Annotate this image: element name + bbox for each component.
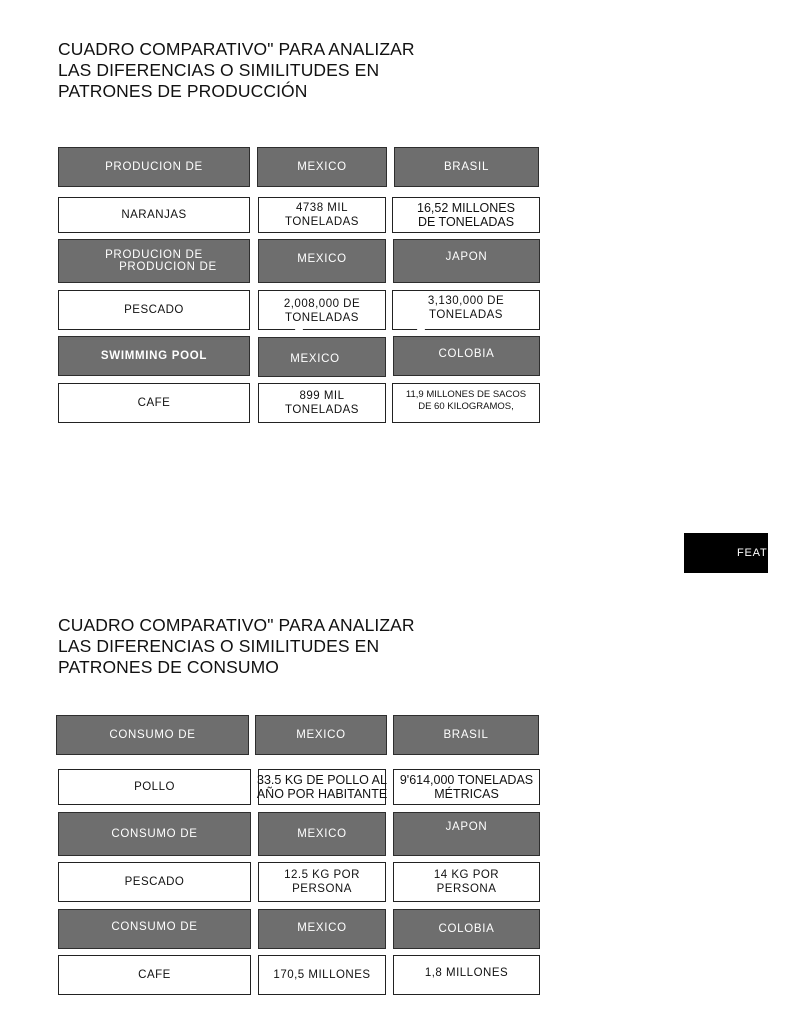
table-section-cell: PRODUCION DE PRODUCION DE — [58, 239, 250, 283]
table-section-cell: SWIMMING POOL — [58, 336, 250, 376]
table-cell: 33.5 KG DE POLLO AL AÑO POR HABITANTE — [258, 769, 386, 805]
table-cell-label: CAFE — [58, 383, 250, 423]
table-cell: 16,52 MILLONES DE TONELADAS — [392, 197, 540, 233]
table-section-cell: MEXICO — [258, 337, 386, 377]
table-cell-label: PESCADO — [58, 290, 250, 330]
artifact-blob — [417, 326, 425, 335]
table-header-cell: BRASIL — [393, 715, 539, 755]
table-header-cell: MEXICO — [255, 715, 387, 755]
heading-line: LAS DIFERENCIAS O SIMILITUDES EN — [58, 60, 380, 80]
artifact-blob — [295, 326, 303, 335]
heading-line: CUADRO COMPARATIVO" PARA ANALIZAR — [58, 39, 415, 59]
featured-tab[interactable]: FEATURED — [684, 533, 768, 573]
heading-line: PATRONES DE CONSUMO — [58, 657, 279, 677]
table-cell-label: CAFE — [58, 955, 251, 995]
table-header-cell: PRODUCION DE — [58, 147, 250, 187]
table-cell: 4738 MIL TONELADAS — [258, 197, 386, 233]
table-section-cell: MEXICO — [258, 909, 386, 949]
table-cell: 1,8 MILLONES — [393, 955, 540, 995]
table-cell: 170,5 MILLONES — [258, 955, 386, 995]
table-section-cell: MEXICO — [258, 239, 386, 283]
table-cell-label: NARANJAS — [58, 197, 250, 233]
heading-line: CUADRO COMPARATIVO" PARA ANALIZAR — [58, 615, 415, 635]
table-cell: 9'614,000 TONELADAS MÉTRICAS — [393, 769, 540, 805]
production-heading — [58, 39, 415, 102]
table-header-cell: BRASIL — [394, 147, 539, 187]
table-cell: 11,9 MILLONES DE SACOS DE 60 KILOGRAMOS, — [392, 383, 540, 423]
heading-line: PATRONES DE PRODUCCIÓN — [58, 81, 308, 101]
table-cell: 899 MIL TONELADAS — [258, 383, 386, 423]
table-section-cell: MEXICO — [258, 812, 386, 856]
table-section-cell: COLOBIA — [393, 909, 540, 949]
table-section-cell: COLOBIA — [393, 336, 540, 376]
table-section-cell: JAPON — [393, 812, 540, 856]
table-header-cell: MEXICO — [257, 147, 387, 187]
table-cell: 3,130,000 DE TONELADAS — [392, 290, 540, 330]
table-cell: 14 KG POR PERSONA — [393, 862, 540, 902]
table-header-cell: CONSUMO DE — [56, 715, 249, 755]
table-section-cell: CONSUMO DE — [58, 909, 251, 949]
table-cell: 2,008,000 DE TONELADAS — [258, 290, 386, 330]
table-section-cell: JAPON — [393, 239, 540, 283]
table-cell-label: PESCADO — [58, 862, 251, 902]
table-cell-label: POLLO — [58, 769, 251, 805]
heading-line: LAS DIFERENCIAS O SIMILITUDES EN — [58, 636, 380, 656]
consumption-heading — [58, 615, 415, 678]
table-section-cell: CONSUMO DE — [58, 812, 251, 856]
table-cell: 12.5 KG POR PERSONA — [258, 862, 386, 902]
